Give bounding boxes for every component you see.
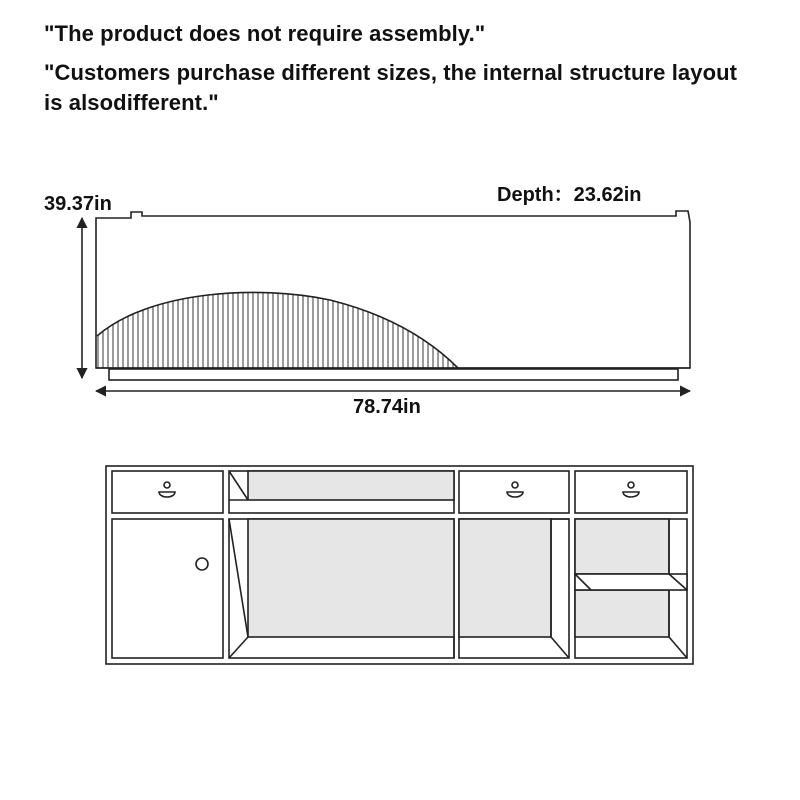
width-dimension-label: 78.74in (353, 396, 421, 418)
drawer-lock-right (628, 482, 634, 488)
shelf-lower (575, 590, 669, 637)
front-elevation (96, 211, 690, 380)
fluted-panel (98, 280, 458, 368)
desk-plinth (109, 369, 678, 380)
drawer-lock-left (164, 482, 170, 488)
drawer-handle-right (623, 492, 639, 497)
height-dimension-label: 39.37in (44, 193, 112, 215)
open-bay-middle (459, 519, 551, 637)
note-no-assembly: "The product does not require assembly." (44, 21, 486, 46)
shelf-upper (575, 519, 669, 574)
curved-panel-edge (97, 292, 458, 368)
shelf-board (575, 574, 687, 590)
open-shelf-top (248, 471, 454, 500)
drawer-handle-middle (507, 492, 523, 497)
door-knob (196, 558, 208, 570)
note-internal-structure: "Customers purchase different sizes, the internal structure layout is alsodifferent." (44, 60, 738, 115)
drawer-handle-left (159, 492, 175, 497)
drawer-lock-middle (512, 482, 518, 488)
depth-dimension-label: Depth：23.62in (497, 184, 642, 206)
open-bay-large (248, 519, 454, 637)
internal-structure-view (106, 466, 693, 664)
cabinet-door (112, 519, 223, 658)
